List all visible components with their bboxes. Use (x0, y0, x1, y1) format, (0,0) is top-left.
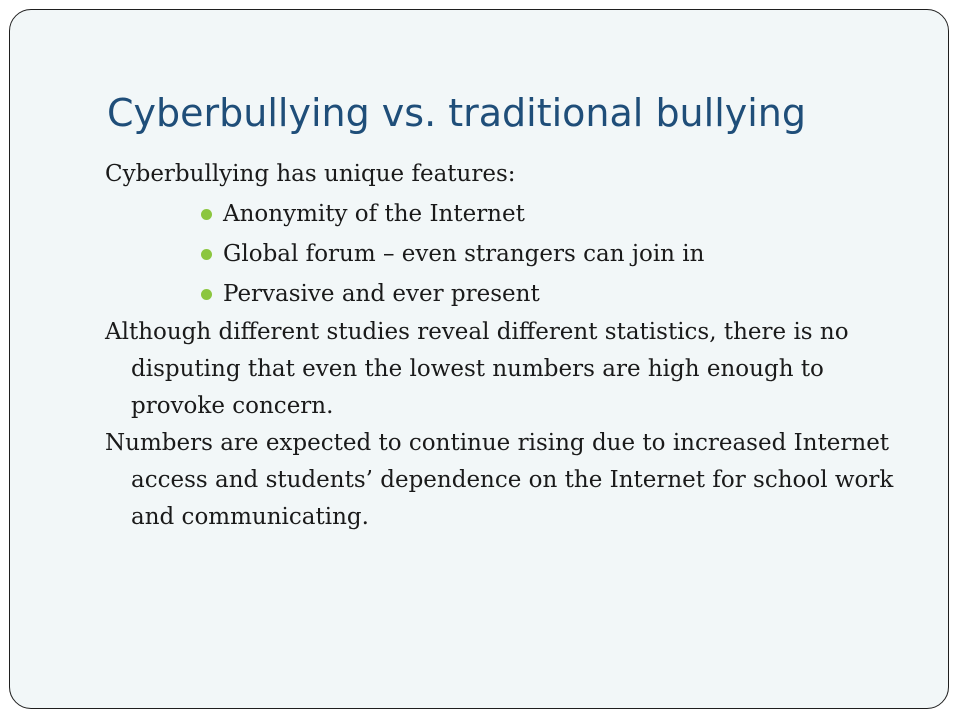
list-item-text: Pervasive and ever present (223, 281, 540, 307)
statistics-paragraph: Although different studies reveal different statistics, there is no disputing that even the lowest numbers are high enough to provoke concern. (105, 319, 849, 419)
slide-title: Cyberbullying vs. traditional bullying (107, 91, 807, 135)
feature-list (105, 194, 915, 314)
bullet-dot-icon (201, 209, 212, 220)
list-item (223, 274, 915, 314)
list-item (223, 194, 915, 234)
list-item (223, 234, 915, 274)
slide-body (105, 154, 915, 536)
bullet-dot-icon (201, 249, 212, 260)
list-item-text: Anonymity of the Internet (223, 201, 525, 227)
intro-text: Cyberbullying has unique features: (105, 161, 516, 187)
list-item-text: Global forum – even strangers can join in (223, 241, 705, 267)
numbers-paragraph: Numbers are expected to continue rising due to increased Internet access and students’ dependence on the Internet for school work and communicating. (105, 430, 894, 530)
bullet-dot-icon (201, 289, 212, 300)
